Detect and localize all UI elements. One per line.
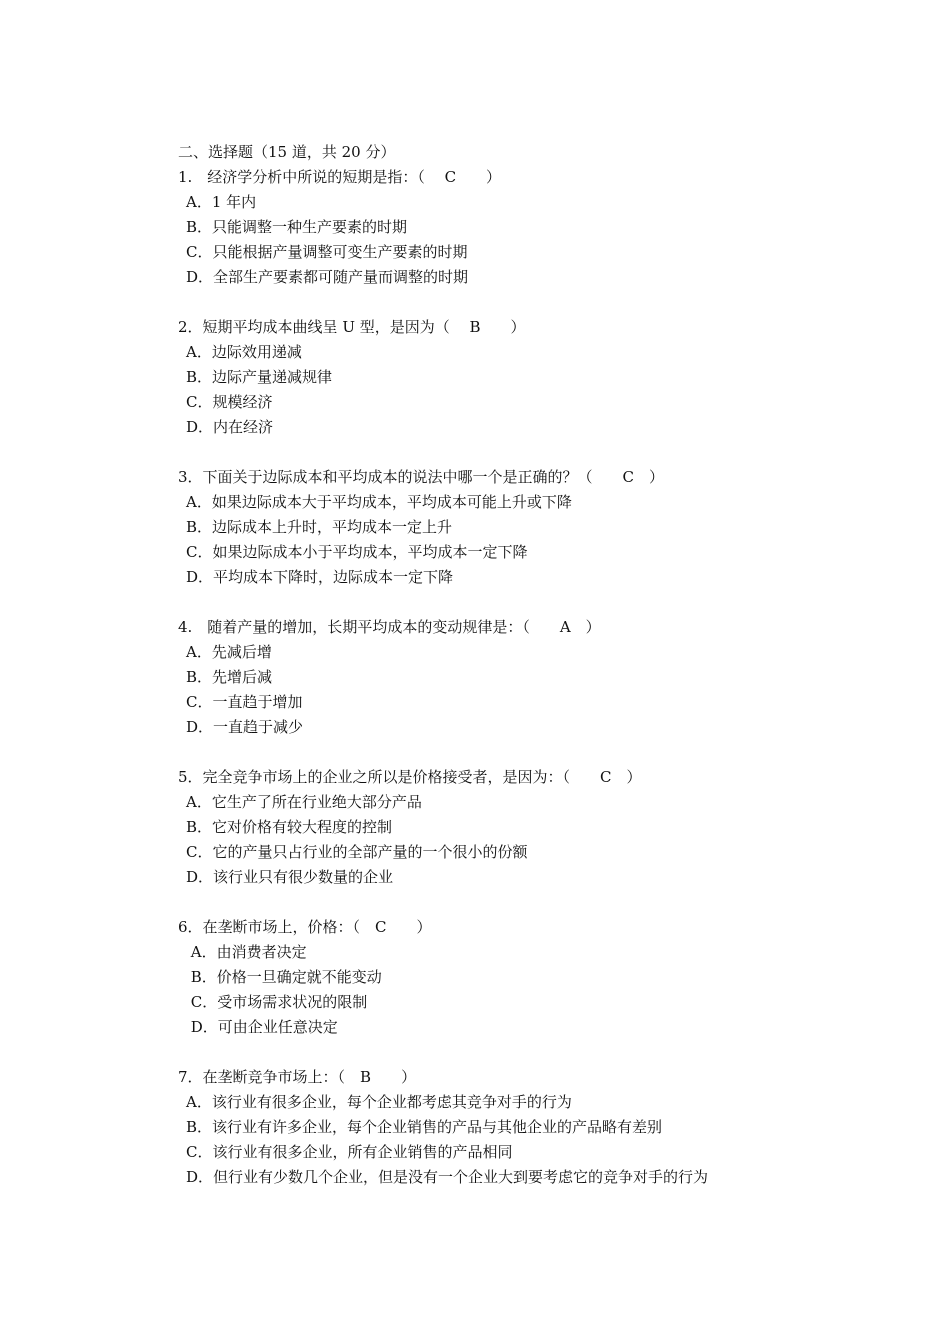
option-b: B．价格一旦确定就不能变动 [186, 968, 382, 986]
question-stem: 2．短期平均成本曲线呈 U 型，是因为（ B ） [178, 318, 526, 336]
question-stem: 4. 随着产量的增加，长期平均成本的变动规律是：（ A ） [178, 618, 601, 636]
question-7 [178, 1065, 878, 1190]
option-b: B．先增后减 [186, 668, 273, 686]
option-d: D．但行业有少数几个企业，但是没有一个企业大到要考虑它的竞争对手的行为 [186, 1168, 709, 1186]
option-d: D．一直趋于减少 [186, 718, 304, 736]
option-c: C．受市场需求状况的限制 [186, 993, 368, 1011]
question-5 [178, 765, 878, 890]
option-a: A．边际效用递减 [186, 343, 302, 361]
question-stem: 7．在垄断竞争市场上：（ B ） [178, 1068, 417, 1086]
option-d: D．该行业只有很少数量的企业 [186, 868, 394, 886]
question-stem: 5．完全竞争市场上的企业之所以是价格接受者，是因为：（ C ） [178, 768, 642, 786]
question-4 [178, 615, 878, 740]
option-d: D．全部生产要素都可随产量而调整的时期 [186, 268, 469, 286]
option-d: D．平均成本下降时，边际成本一定下降 [186, 568, 454, 586]
option-b: B．只能调整一种生产要素的时期 [186, 218, 408, 236]
option-b: B．边际成本上升时，平均成本一定上升 [186, 518, 453, 536]
question-stem: 3．下面关于边际成本和平均成本的说法中哪一个是正确的？（ C ） [178, 468, 665, 486]
question-2 [178, 315, 878, 440]
option-a: A．先减后增 [186, 643, 272, 661]
option-c: C．它的产量只占行业的全部产量的一个很小的份额 [186, 843, 528, 861]
option-b: B．边际产量递减规律 [186, 368, 333, 386]
question-6 [178, 915, 878, 1040]
option-a: A．如果边际成本大于平均成本，平均成本可能上升或下降 [186, 493, 572, 511]
option-c: C．一直趋于增加 [186, 693, 303, 711]
question-stem: 6．在垄断市场上，价格：（ C ） [178, 918, 432, 936]
option-c: C．如果边际成本小于平均成本，平均成本一定下降 [186, 543, 528, 561]
option-a: A．1 年内 [186, 193, 257, 211]
option-a: A．该行业有很多企业，每个企业都考虑其竞争对手的行为 [186, 1093, 572, 1111]
option-c: C．该行业有很多企业，所有企业销售的产品相同 [186, 1143, 513, 1161]
option-a: A．它生产了所在行业绝大部分产品 [186, 793, 422, 811]
question-3 [178, 465, 878, 590]
section-title: 二、选择题（15 道，共 20 分） [178, 143, 396, 161]
option-d: D．可由企业任意决定 [186, 1018, 338, 1036]
question-1 [178, 165, 878, 290]
option-c: C．规模经济 [186, 393, 273, 411]
option-d: D．内在经济 [186, 418, 274, 436]
option-b: B．它对价格有较大程度的控制 [186, 818, 393, 836]
option-b: B．该行业有许多企业，每个企业销售的产品与其他企业的产品略有差别 [186, 1118, 663, 1136]
option-a: A．由消费者决定 [186, 943, 307, 961]
question-stem: 1. 经济学分析中所说的短期是指：（ C ） [178, 168, 502, 186]
option-c: C．只能根据产量调整可变生产要素的时期 [186, 243, 468, 261]
document-content [178, 140, 878, 1215]
